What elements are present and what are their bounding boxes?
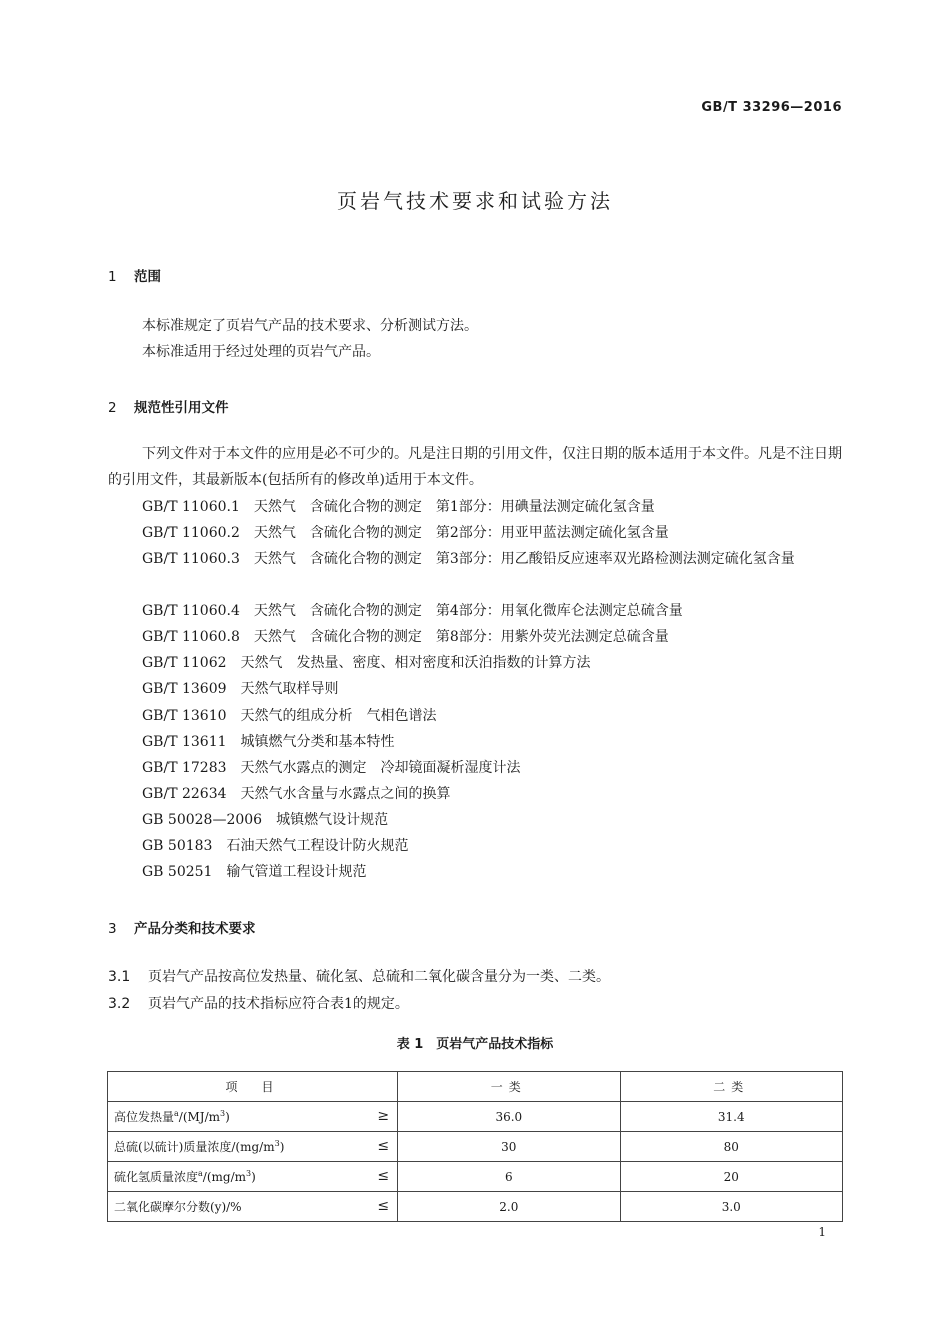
reference-item: GB/T 13610 天然气的组成分析 气相色谱法 bbox=[142, 708, 437, 724]
table-row bbox=[108, 1162, 843, 1192]
class-1-value: 2.0 bbox=[398, 1192, 620, 1222]
clause-number: 3.2 bbox=[108, 996, 131, 1012]
comparison-operator: ≤ bbox=[377, 1168, 390, 1184]
reference-item: GB/T 11060.3 天然气 含硫化合物的测定 第3部分：用乙酸铅反应速率双光路检测法测定硫化氢含量 bbox=[142, 551, 795, 567]
clause-number: 3.1 bbox=[108, 969, 131, 985]
class-1-value: 30 bbox=[398, 1132, 620, 1162]
unit-close: ) bbox=[225, 1110, 230, 1124]
item-label: 高位发热量 bbox=[114, 1110, 175, 1124]
reference-item: GB/T 11060.4 天然气 含硫化合物的测定 第4部分：用氧化微库仑法测定总硫含量 bbox=[142, 603, 683, 619]
unit-exponent: 3 bbox=[220, 1109, 226, 1118]
section-number: 3 bbox=[108, 921, 117, 937]
item-unit: /(mg/m bbox=[231, 1140, 275, 1154]
reference-item: GB 50028—2006 城镇燃气设计规范 bbox=[142, 812, 389, 828]
header-item: 项 目 bbox=[108, 1072, 398, 1102]
table-header-row bbox=[108, 1072, 843, 1102]
item-unit: /(MJ/m bbox=[178, 1110, 221, 1124]
class-2-value: 80 bbox=[620, 1132, 842, 1162]
spec-table bbox=[107, 1071, 843, 1222]
intro-paragraph: 下列文件对于本文件的应用是必不可少的。凡是注日期的引用文件，仅注日期的版本适用于本文件。凡是不注日期的引用文件，其最新版本(包括所有的修改单)适用于本文件。 bbox=[108, 446, 842, 488]
paragraph: 本标准规定了页岩气产品的技术要求、分析测试方法。 bbox=[142, 318, 478, 334]
class-2-value: 31.4 bbox=[620, 1102, 842, 1132]
reference-item: GB/T 11060.8 天然气 含硫化合物的测定 第8部分：用紫外荧光法测定总硫含量 bbox=[142, 629, 669, 645]
table-row bbox=[108, 1192, 843, 1222]
clause-3-2 bbox=[108, 993, 409, 1013]
reference-item: GB/T 17283 天然气水露点的测定 冷却镜面凝析湿度计法 bbox=[142, 760, 521, 776]
section-number: 2 bbox=[108, 400, 117, 416]
item-label: 二氧化碳摩尔分数(y)/% bbox=[114, 1200, 242, 1214]
item-label: 总硫(以硫计)质量浓度 bbox=[114, 1140, 232, 1154]
row-item bbox=[108, 1132, 398, 1162]
class-2-value: 20 bbox=[620, 1162, 842, 1192]
footnote-mark: a bbox=[174, 1109, 179, 1118]
clause-3-1 bbox=[108, 966, 610, 986]
page-number: 1 bbox=[818, 1225, 826, 1239]
unit-close: ) bbox=[251, 1170, 256, 1184]
clause-text: 页岩气产品按高位发热量、硫化氢、总硫和二氧化碳含量分为一类、二类。 bbox=[148, 969, 610, 985]
unit-close: ) bbox=[279, 1140, 285, 1154]
section-heading-2 bbox=[108, 396, 229, 416]
header-class-1: 一类 bbox=[398, 1072, 620, 1102]
row-item bbox=[108, 1102, 398, 1132]
table-caption: 表 1 页岩气产品技术指标 bbox=[396, 1037, 554, 1052]
reference-item: GB 50251 输气管道工程设计规范 bbox=[142, 864, 367, 880]
clause-text: 页岩气产品的技术指标应符合表1的规定。 bbox=[148, 996, 409, 1012]
section-title: 范围 bbox=[134, 269, 161, 285]
section-title: 规范性引用文件 bbox=[134, 400, 229, 416]
unit-exponent: 3 bbox=[274, 1139, 280, 1148]
reference-item: GB/T 11060.2 天然气 含硫化合物的测定 第2部分：用亚甲蓝法测定硫化氢含量 bbox=[142, 525, 669, 541]
standard-code: GB/T 33296—2016 bbox=[701, 100, 842, 115]
section-heading-1 bbox=[108, 265, 161, 285]
comparison-operator: ≤ bbox=[377, 1138, 390, 1154]
reference-item: GB/T 13611 城镇燃气分类和基本特性 bbox=[142, 734, 395, 750]
item-unit: /(mg/m bbox=[202, 1170, 247, 1184]
unit-exponent: 3 bbox=[246, 1169, 252, 1178]
reference-item: GB/T 11060.1 天然气 含硫化合物的测定 第1部分：用碘量法测定硫化氢含量 bbox=[142, 499, 655, 515]
reference-item: GB 50183 石油天然气工程设计防火规范 bbox=[142, 838, 409, 854]
section-heading-3 bbox=[108, 917, 256, 937]
row-item bbox=[108, 1162, 398, 1192]
document-title: 页岩气技术要求和试验方法 bbox=[337, 189, 613, 213]
row-item bbox=[108, 1192, 398, 1222]
reference-item: GB/T 13609 天然气取样导则 bbox=[142, 681, 339, 697]
paragraph: 本标准适用于经过处理的页岩气产品。 bbox=[142, 344, 380, 360]
header-class-2: 二类 bbox=[620, 1072, 842, 1102]
reference-item: GB/T 22634 天然气水含量与水露点之间的换算 bbox=[142, 786, 451, 802]
reference-item: GB/T 11062 天然气 发热量、密度、相对密度和沃泊指数的计算方法 bbox=[142, 655, 591, 671]
comparison-operator: ≤ bbox=[377, 1198, 390, 1214]
class-2-value: 3.0 bbox=[620, 1192, 842, 1222]
section-number: 1 bbox=[108, 269, 117, 285]
item-label: 硫化氢质量浓度 bbox=[114, 1170, 199, 1184]
table-row bbox=[108, 1132, 843, 1162]
section-title: 产品分类和技术要求 bbox=[134, 921, 256, 937]
footnote-mark: a bbox=[198, 1169, 203, 1178]
comparison-operator: ≥ bbox=[377, 1108, 390, 1124]
table-row bbox=[108, 1102, 843, 1132]
class-1-value: 36.0 bbox=[398, 1102, 620, 1132]
class-1-value: 6 bbox=[398, 1162, 620, 1192]
